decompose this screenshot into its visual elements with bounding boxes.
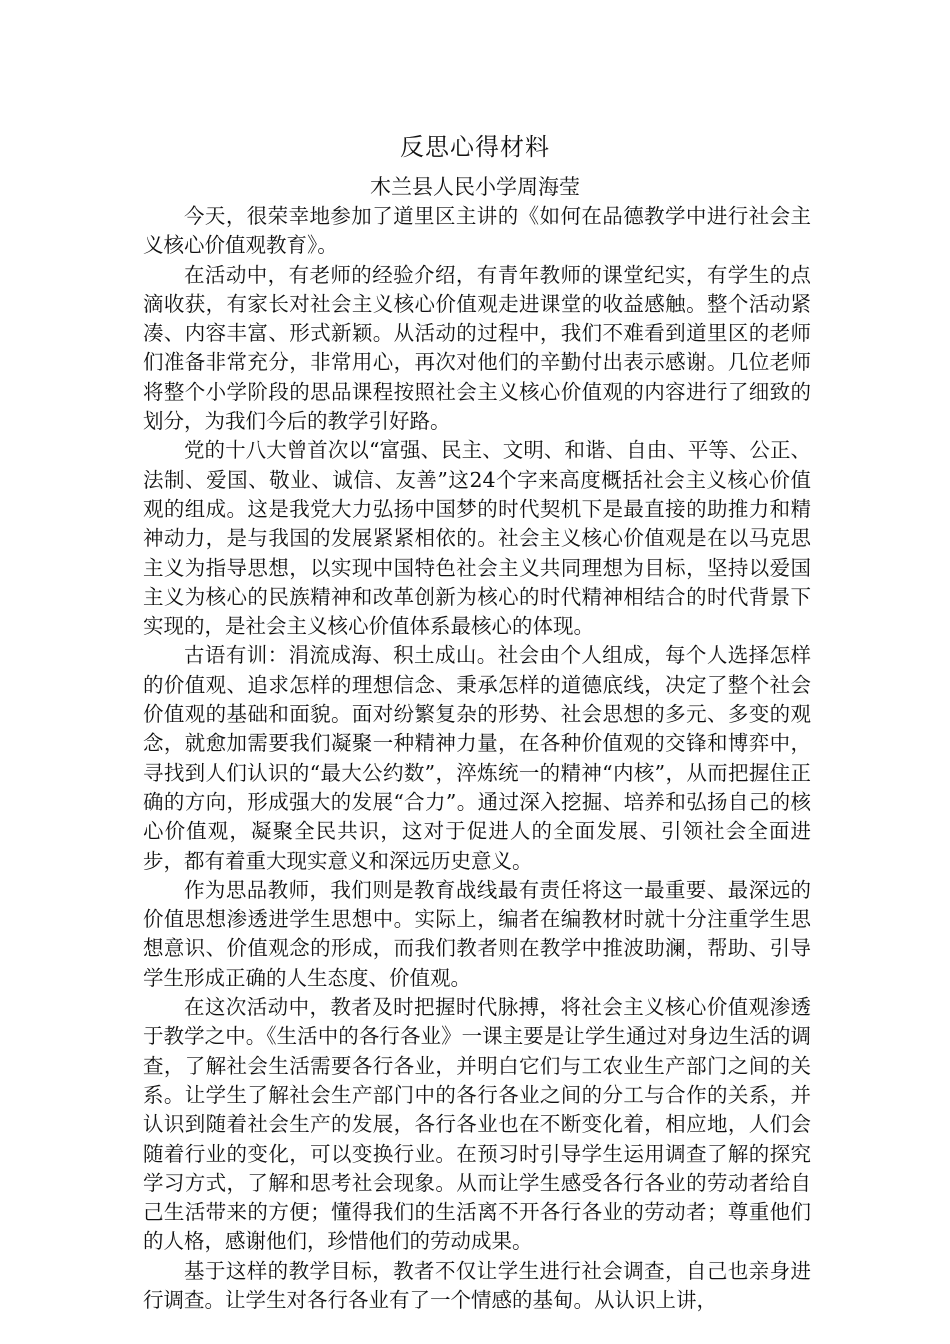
paragraph-1: 今天，很荣幸地参加了道里区主讲的《如何在品德教学中进行社会主义核心价值观教育》。 bbox=[143, 204, 811, 258]
paragraph-5: 作为思品教师，我们则是教育战线最有责任将这一最重要、最深远的价值思想渗透进学生思想中。实际上，编者在编教材时就十分注重学生思想意识、价值观念的形成，而我们教者则在教学中推波助澜，帮助、引导学生形成正确的人生态度、价值观。 bbox=[143, 877, 811, 990]
paragraph-4: 古语有训：涓流成海、积土成山。社会由个人组成，每个人选择怎样的价值观、追求怎样的理想信念、秉承怎样的道德底线，决定了整个社会价值观的基础和面貌。面对纷繁复杂的形势、社会思想的多元、多变的观念，就愈加需要我们凝聚一种精神力量，在各种价值观的交锋和博弈中，寻找到人们认识的“最大公约数”，淬炼统一的精神“内核”，从而把握住正确的方向，形成强大的发展“合力”。通过深入挖掘、培养和弘扬自己的核心价值观，凝聚全民共识，这对于促进人的全面发展、引领社会全面进步，都有着重大现实意义和深远历史意义。 bbox=[143, 643, 811, 873]
document-title: 反思心得材料 bbox=[400, 133, 550, 161]
paragraph-3: 党的十八大曾首次以“富强、民主、文明、和谐、自由、平等、公正、法制、爱国、敬业、诚信、友善”这24个字来高度概括社会主义核心价值观的组成。这是我党大力弘扬中国梦的时代契机下是最直接的助推力和精神动力，是与我国的发展紧紧相依的。社会主义核心价值观是在以马克思主义为指导思想，以实现中国特色社会主义共同理想为目标，坚持以爱国主义为核心的民族精神和改革创新为核心的时代精神相结合的时代背景下实现的，是社会主义核心价值体系最核心的体现。 bbox=[143, 438, 811, 639]
paragraph-2: 在活动中，有老师的经验介绍，有青年教师的课堂纪实，有学生的点滴收获，有家长对社会主义核心价值观走进课堂的收益感触。整个活动紧凑、内容丰富、形式新颖。从活动的过程中，我们不难看到道里区的老师们准备非常充分，非常用心，再次对他们的辛勤付出表示感谢。几位老师将整个小学阶段的思品课程按照社会主义核心价值观的内容进行了细致的划分，为我们今后的教学引好路。 bbox=[143, 262, 811, 434]
paragraph-6: 在这次活动中，教者及时把握时代脉搏，将社会主义核心价值观渗透于教学之中。《生活中的各行各业》一课主要是让学生通过对身边生活的调查，了解社会生活需要各行各业，并明白它们与工农业生产部门之间的关系。让学生了解社会生产部门中的各行各业之间的分工与合作的关系，并认识到随着社会生产的发展，各行各业也在不断变化着，相应地，人们会随着行业的变化，可以变换行业。在预习时引导学生运用调查了解的探究学习方式，了解和思考社会现象。从而让学生感受各行各业的劳动者给自己生活带来的方便；懂得我们的生活离不开各行各业的劳动者；尊重他们的人格，感谢他们，珍惜他们的劳动成果。 bbox=[143, 995, 811, 1254]
document-author: 木兰县人民小学周海莹 bbox=[370, 175, 580, 199]
paragraph-7: 基于这样的教学目标，教者不仅让学生进行社会调查，自己也亲身进行调查。让学生对各行各业有了一个情感的基甸。从认识上讲， bbox=[143, 1258, 811, 1312]
document-body bbox=[143, 202, 811, 1315]
